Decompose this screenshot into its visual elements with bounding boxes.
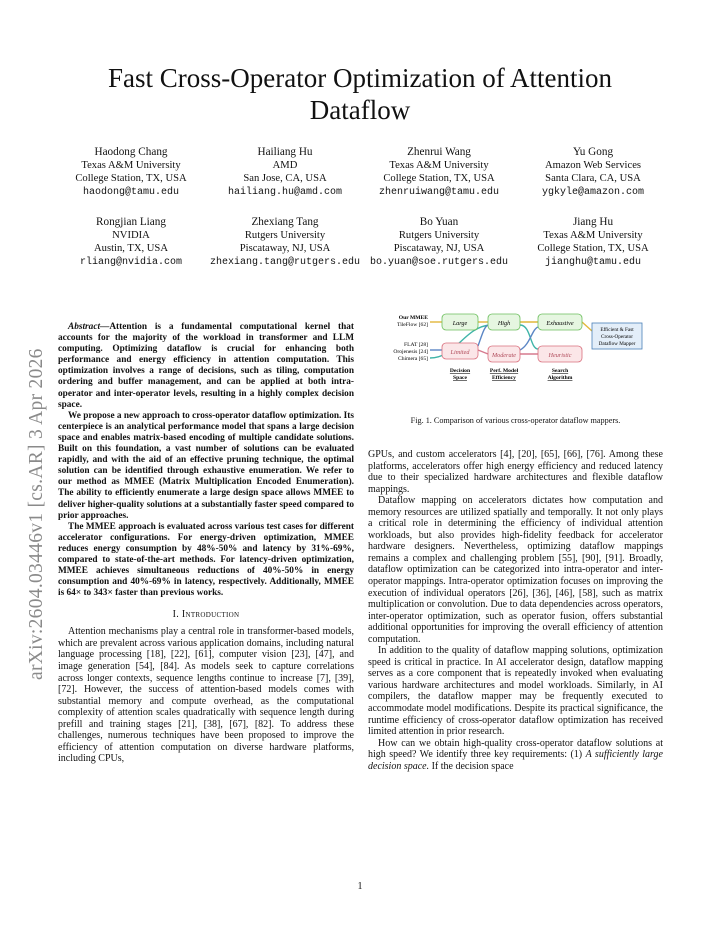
- author-name: Bo Yuan: [419, 216, 459, 228]
- label-orojenesis: Orojenesis [24]: [393, 349, 428, 355]
- col-label-perf-model: Perf. Model: [489, 368, 519, 374]
- text-limited: Limited: [450, 349, 470, 356]
- col-label-efficiency: Efficiency: [492, 375, 516, 381]
- figure-1-diagram: [386, 305, 676, 405]
- author-location: Piscataway, NJ, USA: [239, 243, 331, 255]
- author-name: Zhexiang Tang: [251, 216, 319, 228]
- col-label-decision: Decision: [449, 368, 471, 374]
- connector-limited-moderate: [478, 350, 488, 354]
- abstract-paragraph-1: [58, 322, 354, 411]
- abstract-paragraph-3: The MMEE approach is evaluated across various test cases for different accelerator configurations. For energy-driven optimization, MMEE reduces energy consumption by 48%-50% and latency by 31%-69%, compared to state-of-the-art methods. For latency-driven optimization, MMEE achieves simultaneous reductions of 40%-50% in energy consumption and 40%-69% in latency, respectively. Additionally, MMEE is 64× to 343× faster than previous works.: [58, 521, 354, 599]
- intro-paragraph-1: Attention mechanisms play a central role in transformer-based models, which are prevalent across various application domains, including natural language processing [18], [22], [61], computer vision [23], [47], and image generation [54], [84]. As models seek to capture correlations across longer contexts, sequence lengths continue to increase [7], [39], [72]. However, the success of attention-based models comes with substantial memory and compute overhead, as the computational complexity of attention scales quadratically with sequence length during prefill and training stages [21], [38], [67], [82]. To address these challenges, numerous techniques have been proposed to improve the efficiency of attention computation on diverse hardware platforms, including CPUs,: [58, 626, 354, 765]
- author-name: Hailiang Hu: [257, 146, 313, 158]
- author-affiliation: AMD: [272, 160, 298, 172]
- author-affiliation: Texas A&M University: [81, 160, 181, 172]
- intro-p5-text-b: If the decision space: [429, 760, 514, 772]
- intro-paragraph-4: In addition to the quality of dataflow mapping solutions, optimization speed is critical in practice. In AI accelerator design, dataflow mapping serves as a core component that is repeatedly invoked when evaluating various hardware architectures and model workloads. Similarly, in AI compilers, the dataflow mapper may be frequently executed to accommodate model modifications. Despite its practical significance, the runtime efficiency of cross-operator dataflow optimization has received limited attention in prior research.: [368, 645, 663, 738]
- author-affiliation: Rutgers University: [398, 230, 480, 242]
- connector-heuristic-exhaustive-cross: [520, 327, 538, 350]
- text-result-line-2: Cross-Operator: [601, 334, 633, 340]
- arxiv-identifier: arXiv:2604.03446v1 [cs.AR] 3 Apr 2026: [26, 348, 47, 680]
- author-email: rliang@nvidia.com: [79, 256, 183, 268]
- author-name: Haodong Chang: [94, 146, 168, 158]
- author-block: [210, 216, 360, 269]
- col-label-algorithm: Algorithm: [547, 375, 573, 381]
- text-exhaustive: Exhaustive: [546, 320, 574, 327]
- abstract-paragraph-2: We propose a new approach to cross-operator dataflow optimization. Its centerpiece is an analytical performance model that spans a large decision space and enables matrix-based encoding of multiple candidate solutions. Built on this foundation, a vast number of solutions can be evaluated rapidly, and with the aid of an effective pruning technique, the optimal solution can be identified through exhaustive enumeration. We refer to our method as MMEE (Matrix Multiplication Encoded Enumeration). The ability to efficiently enumerate a large design space allows MMEE to deliver higher-quality solutions at a substantially faster speed compared to prior approaches.: [58, 410, 354, 521]
- author-name: Rongjian Liang: [96, 216, 166, 228]
- author-block: [364, 146, 514, 199]
- label-flat: FLAT [28]: [404, 342, 428, 348]
- label-our-mmee: Our MMEE: [398, 315, 428, 321]
- intro-paragraph-2: GPUs, and custom accelerators [4], [20], [65], [66], [76]. Among these platforms, accelerators offer high energy efficiency and reduced latency due to their specialized hardware architectures and flexible dataflow mappings.: [368, 449, 663, 495]
- author-block: [518, 216, 668, 269]
- author-email: zhexiang.tang@rutgers.edu: [210, 256, 361, 268]
- author-email: hailiang.hu@amd.com: [227, 186, 343, 198]
- author-name: Jiang Hu: [572, 216, 614, 228]
- intro-p5-text-a: How can we obtain high-quality cross-operator dataflow solutions at high speed? We identify three key requirements: (1): [368, 737, 663, 761]
- text-heuristic: Heuristic: [548, 352, 572, 359]
- intro-p5-emphasis: A sufficiently large decision space.: [368, 749, 663, 772]
- author-email: bo.yuan@soe.rutgers.edu: [369, 256, 509, 268]
- author-affiliation: Texas A&M University: [543, 230, 643, 242]
- author-location: Austin, TX, USA: [94, 243, 168, 255]
- author-block: [518, 146, 668, 199]
- page-number: 1: [357, 881, 363, 892]
- author-block: [56, 146, 206, 199]
- paper-title: Fast Cross-Operator Optimization of Attention Dataflow: [108, 63, 612, 125]
- figure-1-caption: Fig. 1. Comparison of various cross-operator dataflow mappers.: [410, 416, 621, 425]
- author-location: College Station, TX, USA: [537, 243, 649, 255]
- author-name: Zhenrui Wang: [407, 146, 471, 158]
- text-result-line-1: Efficient & Fast: [600, 327, 634, 333]
- connector-exhaustive-result: [582, 322, 592, 331]
- text-result-line-3: Dataflow Mapper: [598, 341, 636, 347]
- author-email: haodong@tamu.edu: [82, 186, 179, 198]
- col-label-space: Space: [453, 375, 467, 381]
- author-email: zhenruiwang@tamu.edu: [378, 186, 500, 198]
- author-location: Piscataway, NJ, USA: [393, 243, 485, 255]
- author-email: ygkyle@amazon.com: [541, 186, 645, 198]
- author-block: [210, 146, 360, 199]
- text-high: High: [497, 320, 511, 327]
- author-location: San Jose, CA, USA: [243, 173, 327, 185]
- label-chimera: Chimera [65]: [398, 356, 428, 362]
- col-label-search: Search: [551, 368, 569, 374]
- author-location: College Station, TX, USA: [75, 173, 187, 185]
- arxiv-stamp: [8, 260, 47, 680]
- abstract-text: —Attention is a fundamental computational kernel that accounts for the majority of the workload in transformer and LLM computing. Optimizing dataflow is crucial for enhancing both performance and energy efficiency in attention computation. This optimization involves a range of decisions, such as tiling, computation ordering and buffer management, and can be applied at both intra-operator and inter-operator levels, resulting in a highly complex decision space.: [58, 322, 354, 410]
- section-heading-introduction: I. Introduction: [172, 609, 240, 621]
- author-block: [56, 216, 206, 269]
- author-affiliation: Rutgers University: [244, 230, 326, 242]
- author-affiliation: Amazon Web Services: [544, 160, 642, 172]
- author-affiliation: NVIDIA: [112, 230, 150, 242]
- abstract-label: Abstract: [68, 322, 101, 332]
- author-affiliation: Texas A&M University: [389, 160, 489, 172]
- figure-1: [386, 305, 676, 405]
- author-location: Santa Clara, CA, USA: [545, 173, 641, 185]
- author-location: College Station, TX, USA: [383, 173, 495, 185]
- author-block: [364, 216, 514, 269]
- text-moderate: Moderate: [491, 352, 517, 359]
- left-column: [58, 322, 354, 765]
- author-name: Yu Gong: [572, 146, 614, 158]
- author-email: jianghu@tamu.edu: [544, 256, 641, 268]
- intro-paragraph-3: Dataflow mapping on accelerators dictates how computation and memory resources are utilized spatially and temporally. It not only plays a critical role in determining the efficiency of individual attention workloads, but also provides high-fidelity feedback for accelerator hardware designers. Nevertheless, optimizing dataflow mappings remains a complex and challenging problem [55], [90], [91]. Broadly, dataflow optimization can be categorized into intra-operator and inter-operator mappings. Intra-operator optimization focuses on improving the execution of individual operators [26], [36], [46], [58], such as matrix multiplication or convolution. Due to data dependencies across operators, inter-operator optimization, such as operator fusion, offers substantial additional opportunities for improving the overall efficiency of attention computation.: [368, 495, 663, 645]
- label-tileflow: TileFlow [62]: [396, 322, 428, 328]
- right-column: [368, 449, 663, 772]
- intro-paragraph-5: [368, 738, 663, 773]
- text-large: Large: [452, 320, 468, 327]
